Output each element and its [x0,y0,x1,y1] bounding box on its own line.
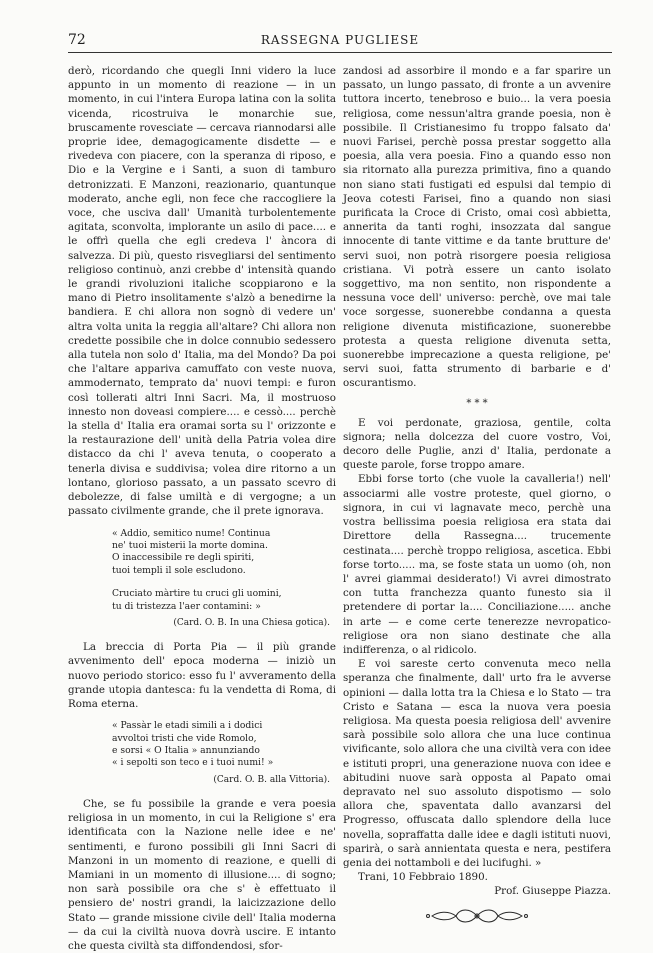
author-signature: Prof. Giuseppe Piazza. [494,885,611,898]
poem-line: « Addio, semitico nume! Continua [112,527,271,539]
poem-line: « i sepolti son teco e i tuoi numi! » [112,757,274,769]
running-header [68,32,612,50]
poem-line: tu di tristezza l'aer contamini: » [112,600,261,612]
poem-line: avvoltoi tristi che vide Romolo, [112,732,257,744]
body-paragraph: Ebbi forse torto (che vuole la cavalleria!) nell' associarmi alle vostre proteste, quel giorno, o signora, in cui vi lagnavate meco, perchè una vostra bellissima poesia religiosa era stata dai Direttore della Rassegna.... trucemente cestinata.... perchè troppo religiosa, ascetica. Ebbi forse torto..... ma, se foste stata un uomo (oh, non l' avrei giammai desiderato!) Vi avrei dimostrato con tutta franchezza quanto funesto sia il pretendere di portar la.... Conciliazione..... anche in arte — e come certe tenerezze nevropatico-religiose ora non siano destinate che alla indifferenza, o al ridicolo. [343,473,611,656]
poem-line: tuoi templi il sole escludono. [112,564,246,576]
ornament-icon [422,905,532,927]
body-paragraph: zandosi ad assorbire il mondo e a far sparire un passato, un lungo passato, di fronte a un avvenire tuttora incerto, tenebroso e buio... la vera poesia religiosa, come nessun'altra grande poesia, non è possibile. Il Cristianesimo fu troppo falsato da' nuovi Farisei, perchè possa prestar soggetto alla poesia, alla vera poesia. Fino a quando esso non sia ritornato alla purezza primitiva, fino a quando non siano stati fustigati ed espulsi dal tempio di Jeova cotesti Farisei, fino a quando non siasi purificata la Croce di Cristo, omai così abbietta, annerita da tanti roghi, insozzata dal sangue innocente di tante vittime e da tante brutture de' servi suoi, non potrà risorgere poesia religiosa cristiana. Vi potrà essere un canto isolato soggettivo, ma non sentito, non rispondente a nessuna voce dell' universo: perchè, ove mai tale voce sorgesse, suonerebbe condanna a questa religione divenuta mistificazione, suonerebbe protesta a questa religione divenuta setta, suonerebbe imprecazione a questa religione, pe' servi suoi, fatta strumento di barbarie e d' oscurantismo. [343,65,611,390]
poem-line: « Passàr le etadi simili a i dodici [112,720,263,732]
poem-quote [112,528,336,613]
date-line: Trani, 10 Febbraio 1890. [358,871,488,884]
right-column [343,64,611,927]
poem-citation: (Card. O. B. alla Vittoria). [213,774,330,785]
poem-line: e sorsi « O Italia » annunziando [112,744,260,756]
running-title: RASSEGNA PUGLIESE [260,33,420,47]
header-rule [68,52,612,53]
poem-line: O inaccessibile re degli spiriti, [112,552,255,564]
page-number: 72 [68,32,86,48]
poem-line: ne' tuoi misterii la morte domina. [112,539,268,551]
body-paragraph: La breccia di Porta Pia — il più grande avvenimento dell' epoca moderna — iniziò un nuovo periodo storico: esso fu l' avveramento della grande utopia dantesca: fu la vendetta di Roma, di Roma eterna. [68,641,336,710]
left-column [68,64,336,953]
poem-line: Cruciato màrtire tu cruci gli uomini, [112,588,282,600]
body-paragraph: E voi sareste certo convenuta meco nella speranza che finalmente, dall' urto fra le avverse opinioni — dalla lotta tra la Chiesa e lo Stato — tra Cristo e Satana — esca la nuova vera poesia religiosa. Ma questa poesia religiosa dell' avvenire sarà possibile solo allora che una luce continua vivificante, solo allora che una civiltà vera con idee e istituti propri, una generazione nuova con idee e abitudini nuove sarà opposta al Papato omai depravato nel suo assoluto dispotismo — solo allora che, spaventata dallo avanzarsi del Progresso, offuscata dallo splendore della luce novella, sopraffatta dalle idee e dagli istituti nuovi, sparirà, o sarà annientata questa e nera, pestifera genia dei nottamboli e dei lucifughi. » [343,658,611,869]
body-paragraph: derò, ricordando che quegli Inni videro la luce appunto in un momento di reazione — in un momento, in cui l'intera Europa latina con la solita vicenda, ricostruiva le monarchie sue, bruscamente rovesciate — cercava riannodarsi alle proprie idee, demagogicamente disdette — e rivedeva con piacere, con la speranza di riposo, e Dio e la Vergine e i Santi, a suon di tamburo detronizzati. E Manzoni, reazionario, quantunque moderato, anche egli, non fece che raccogliere la voce, che usciva dall' Umanità turbolentemente agitata, sconvolta, implorante un asilo di pace.... e le offrì quella che egli credeva l' àncora di salvezza. Di più, questo risvegliarsi del sentimento religioso continuò, anzi crebbe d' intensità quando le grandi rivoluzioni italiche scoppiarono e la mano di Pietro insolitamente s'alzò a benedirne la bandiera. E chi allora non sognò di vedere un' altra volta unita la reggia all'altare? Chi allora non credette possibile che in dolce connubio sedessero alla tutela non solo d' Italia, ma del Mondo? Da poi che l'altare appariva camuffato con veste nuova, ammodernato, temprato da' nuovi tempi: e furon così tollerati altri Inni Sacri. Ma, il mostruoso innesto non doveasi compiere.... e cessò.... perchè la stella d' Italia era oramai sorta su l' orizzonte e la restaurazione dell' unità della Patria volea dire distacco da chi l' aveva tenuta, o cooperato a tenerla divisa e suddivisa; volea dire ritorno a un lontano, glorioso passato, a un passato scevro di debolezze, di false umiltà e di vergogne; a un passato civilmente grande, che il prete ignorava. [68,65,336,518]
poem-citation: (Card. O. B. In una Chiesa gotica). [173,617,330,628]
body-paragraph: Che, se fu possibile la grande e vera poesia religiosa in un momento, in cui la Religione s' era identificata con la Nazione nelle idee e ne' sentimenti, e furono possibili gli Inni Sacri di Manzoni in un momento di reazione, e quelli di Mamiani in un momento di illusione.... di sogno; non sarà possibile ora che s' è effettuato il pensiero de' nostri grandi, la laicizzazione dello Stato — grande missione civile dell' Italia moderna — da cui la civiltà nuova dovrà uscire. E intanto che questa civiltà sta diffondendosi, sfor- [68,797,336,953]
body-paragraph: E voi perdonate, graziosa, gentile, colta signora; nella dolcezza del cuore vostro, Voi, decoro delle Puglie, anzi d' Italia, perdonate a queste parole, forse troppo amare. [343,416,611,472]
poem-quote [112,720,336,770]
section-separator: * * * [466,397,488,409]
